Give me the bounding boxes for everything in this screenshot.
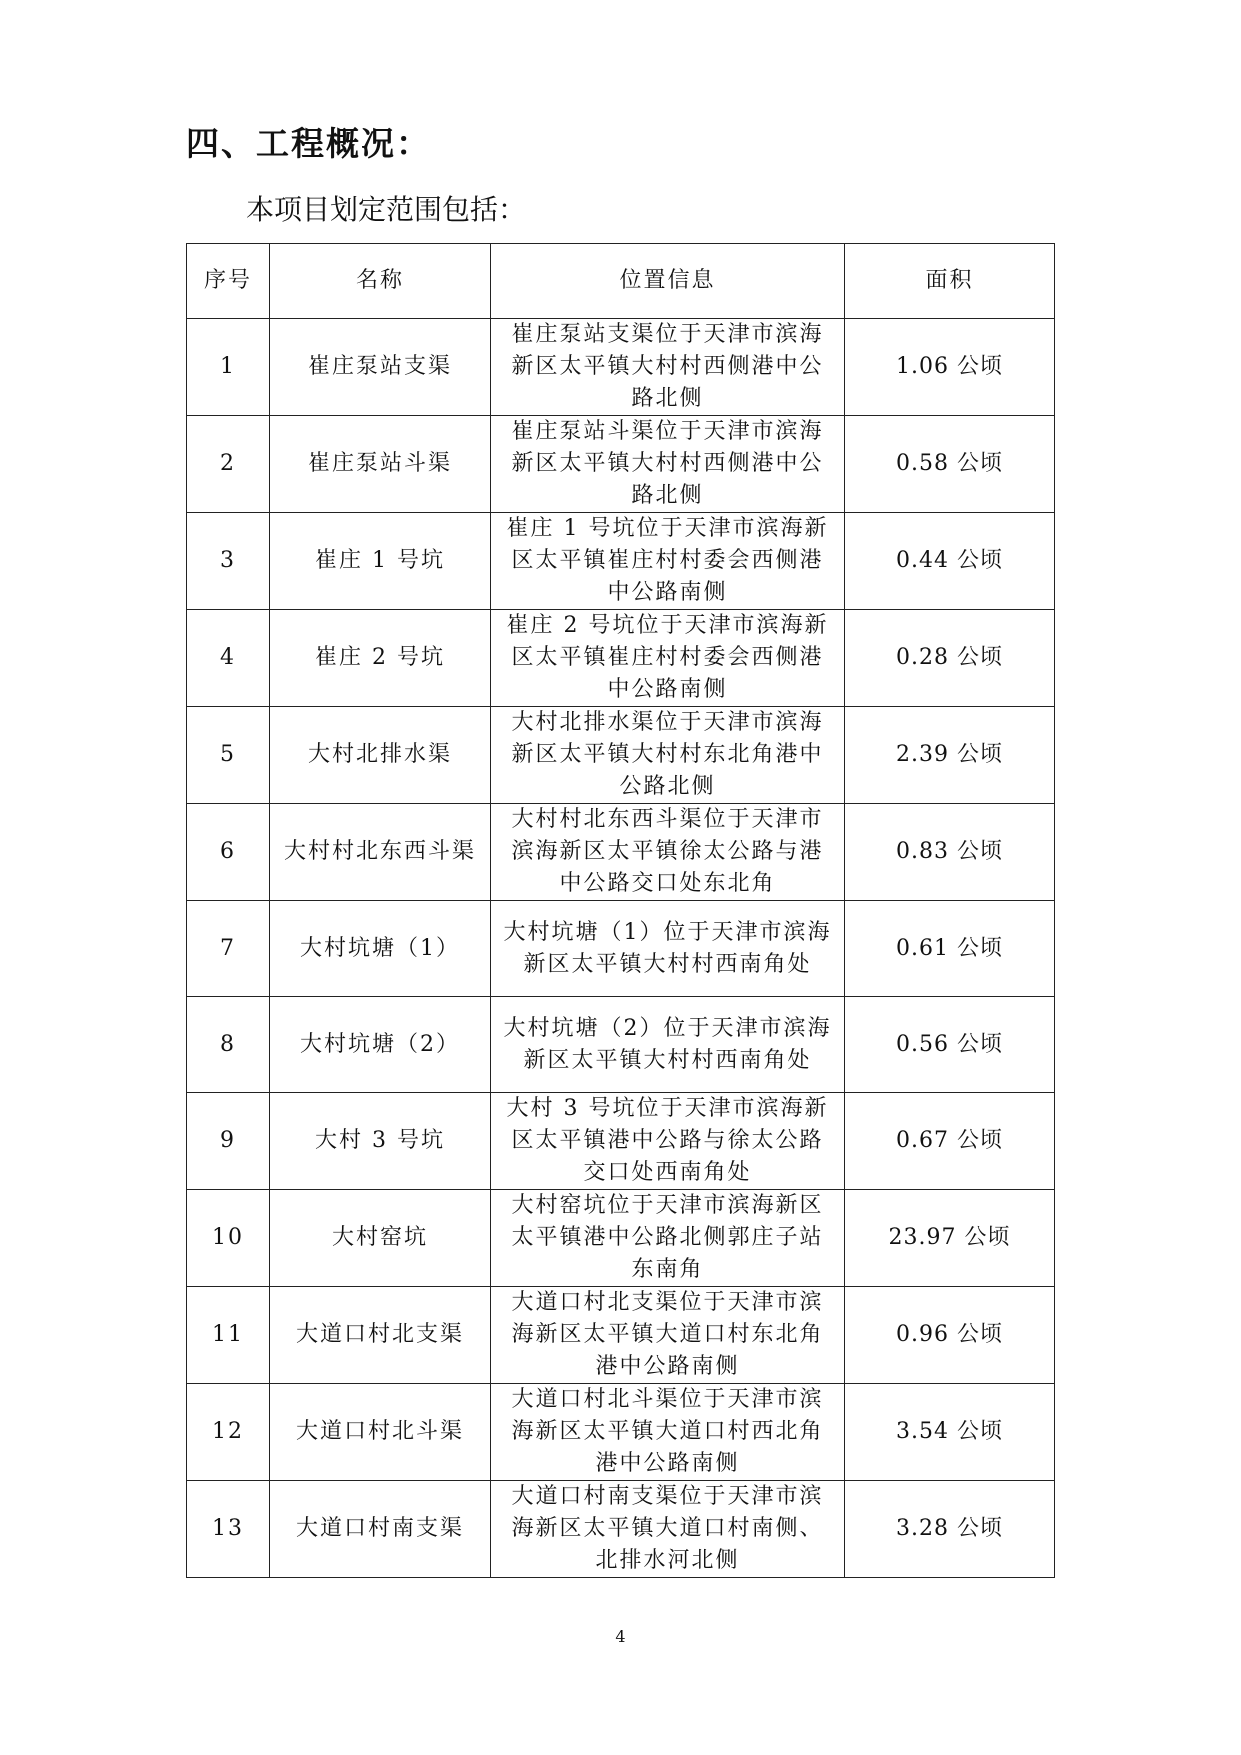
cell-area: 1.06 公顷: [845, 319, 1055, 416]
cell-area: 0.67 公顷: [845, 1093, 1055, 1190]
table-row: [187, 319, 1055, 416]
cell-name: 大村坑塘（2）: [270, 997, 491, 1093]
cell-area: 23.97 公顷: [845, 1190, 1055, 1287]
cell-name: 大道口村北支渠: [270, 1287, 491, 1384]
table-row: [187, 1481, 1055, 1578]
cell-area: 0.58 公顷: [845, 416, 1055, 513]
cell-location: 大村坑塘（1）位于天津市滨海新区太平镇大村村西南角处: [491, 901, 845, 997]
cell-name: 大村北排水渠: [270, 707, 491, 804]
cell-name: 大村窑坑: [270, 1190, 491, 1287]
table-row: [187, 707, 1055, 804]
cell-area: 2.39 公顷: [845, 707, 1055, 804]
cell-area: 0.28 公顷: [845, 610, 1055, 707]
cell-name: 大道口村北斗渠: [270, 1384, 491, 1481]
cell-location: 大道口村北斗渠位于天津市滨海新区太平镇大道口村西北角港中公路南侧: [491, 1384, 845, 1481]
cell-area: 0.44 公顷: [845, 513, 1055, 610]
scope-table: [186, 243, 1055, 1578]
cell-name: 大道口村南支渠: [270, 1481, 491, 1578]
cell-no: 2: [187, 416, 270, 513]
cell-area: 0.56 公顷: [845, 997, 1055, 1093]
cell-location: 大村村北东西斗渠位于天津市滨海新区太平镇徐太公路与港中公路交口处东北角: [491, 804, 845, 901]
cell-location: 崔庄 2 号坑位于天津市滨海新区太平镇崔庄村村委会西侧港中公路南侧: [491, 610, 845, 707]
table-row: [187, 416, 1055, 513]
cell-no: 3: [187, 513, 270, 610]
cell-location: 大道口村南支渠位于天津市滨海新区太平镇大道口村南侧、北排水河北侧: [491, 1481, 845, 1578]
cell-no: 5: [187, 707, 270, 804]
cell-location: 大道口村北支渠位于天津市滨海新区太平镇大道口村东北角港中公路南侧: [491, 1287, 845, 1384]
cell-no: 9: [187, 1093, 270, 1190]
cell-area: 0.83 公顷: [845, 804, 1055, 901]
cell-no: 12: [187, 1384, 270, 1481]
cell-no: 13: [187, 1481, 270, 1578]
table-row: [187, 901, 1055, 997]
cell-no: 10: [187, 1190, 270, 1287]
cell-no: 11: [187, 1287, 270, 1384]
table-header-row: [187, 244, 1055, 319]
cell-no: 8: [187, 997, 270, 1093]
cell-location: 崔庄泵站支渠位于天津市滨海新区太平镇大村村西侧港中公路北侧: [491, 319, 845, 416]
cell-location: 大村 3 号坑位于天津市滨海新区太平镇港中公路与徐太公路交口处西南角处: [491, 1093, 845, 1190]
intro-text: 本项目划定范围包括：: [246, 193, 527, 226]
table-row: [187, 1384, 1055, 1481]
table-row: [187, 804, 1055, 901]
cell-no: 4: [187, 610, 270, 707]
cell-name: 大村村北东西斗渠: [270, 804, 491, 901]
cell-area: 0.96 公顷: [845, 1287, 1055, 1384]
cell-area: 0.61 公顷: [845, 901, 1055, 997]
cell-location: 崔庄 1 号坑位于天津市滨海新区太平镇崔庄村村委会西侧港中公路南侧: [491, 513, 845, 610]
table-row: [187, 997, 1055, 1093]
cell-name: 大村坑塘（1）: [270, 901, 491, 997]
table-row: [187, 610, 1055, 707]
cell-no: 6: [187, 804, 270, 901]
cell-area: 3.28 公顷: [845, 1481, 1055, 1578]
cell-location: 大村窑坑位于天津市滨海新区太平镇港中公路北侧郭庄子站东南角: [491, 1190, 845, 1287]
table-row: [187, 1287, 1055, 1384]
cell-name: 崔庄 1 号坑: [270, 513, 491, 610]
table-row: [187, 1093, 1055, 1190]
cell-no: 1: [187, 319, 270, 416]
table-row: [187, 513, 1055, 610]
cell-location: 大村北排水渠位于天津市滨海新区太平镇大村村东北角港中公路北侧: [491, 707, 845, 804]
header-name: 名称: [270, 244, 491, 319]
header-no: 序号: [187, 244, 270, 319]
page-number: 4: [615, 1627, 626, 1646]
cell-name: 崔庄泵站支渠: [270, 319, 491, 416]
cell-location: 大村坑塘（2）位于天津市滨海新区太平镇大村村西南角处: [491, 997, 845, 1093]
cell-name: 崔庄 2 号坑: [270, 610, 491, 707]
table-row: [187, 1190, 1055, 1287]
section-title: 四、工程概况：: [186, 124, 431, 163]
cell-name: 崔庄泵站斗渠: [270, 416, 491, 513]
header-location: 位置信息: [491, 244, 845, 319]
cell-location: 崔庄泵站斗渠位于天津市滨海新区太平镇大村村西侧港中公路北侧: [491, 416, 845, 513]
header-area: 面积: [845, 244, 1055, 319]
cell-area: 3.54 公顷: [845, 1384, 1055, 1481]
cell-name: 大村 3 号坑: [270, 1093, 491, 1190]
cell-no: 7: [187, 901, 270, 997]
